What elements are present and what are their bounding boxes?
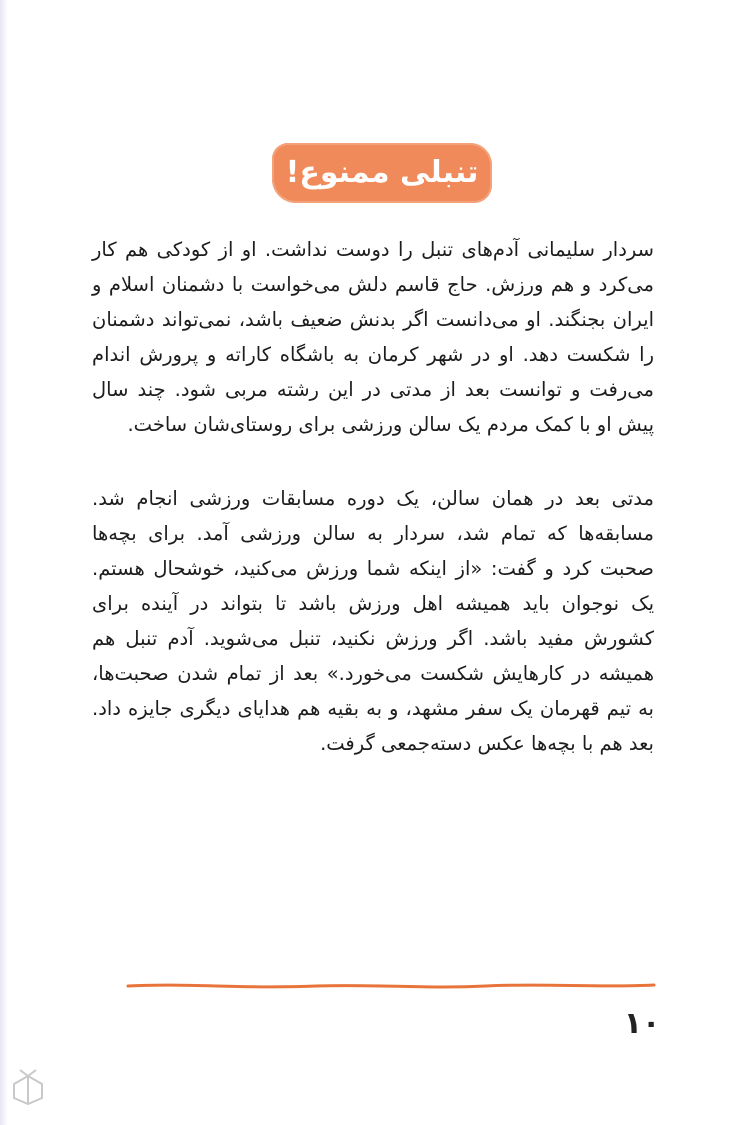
body-paragraph-1: سردار سلیمانی آدم‌های تنبل را دوست نداشت. او از کودکی هم کار می‌کرد و هم ورزش. حاج قاسم دلش می‌خواست با دشمنان اسلام و ایران بجنگند. او می‌دانست اگر بدنش ضعیف باشد، نمی‌تواند دشمنان را شکست دهد. او در شهر کرمان به باشگاه کاراته و پرورش اندام می‌رفت و توانست بعد از مدتی در این رشته مربی شود. چند سال پیش او با کمک مردم یک سالن ورزشی برای روستای‌شان ساخت. [92, 238, 654, 436]
page-number: ۱۰ [623, 1006, 661, 1041]
page-left-edge [0, 0, 8, 1125]
chapter-title-badge [272, 143, 492, 203]
book-publisher-logo-icon [10, 1066, 46, 1108]
footer-divider-stroke [128, 985, 654, 987]
footer-divider-line [126, 978, 656, 994]
body-paragraph-2: مدتی بعد در همان سالن، یک دوره مسابقات ورزشی انجام شد. مسابقه‌ها که تمام شد، سردار به سالن ورزشی آمد. برای بچه‌ها صحبت کرد و گفت: «از اینکه شما ورزش می‌کنید، خوشحال هستم. یک نوجوان باید همیشه اهل ورزش باشد تا بتواند در آینده برای کشورش مفید باشد. اگر ورزش نکنید، تنبل می‌شوید. آدم تنبل هم همیشه در کارهایش شکست می‌خورد.» بعد از تمام شدن صحبت‌ها، به تیم قهرمان یک سفر مشهد، و به بقیه هم هدایای دیگری جایزه داد. بعد هم با بچه‌ها عکس دسته‌جمعی گرفت. [92, 487, 654, 755]
chapter-title: تنبلی ممنوع! [285, 155, 479, 190]
